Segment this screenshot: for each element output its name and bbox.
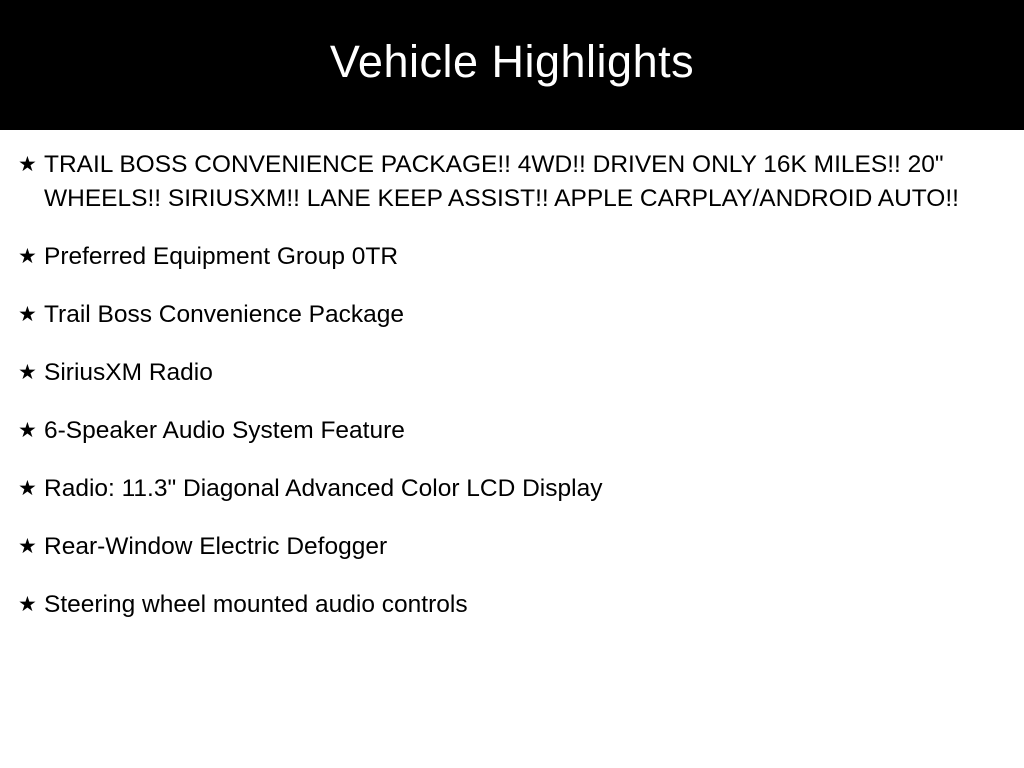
list-item-text: 6-Speaker Audio System Feature	[44, 417, 405, 444]
page-header	[0, 0, 1024, 130]
list-item-text: TRAIL BOSS CONVENIENCE PACKAGE!! 4WD!! DRIVEN ONLY 16K MILES!! 20" WHEELS!! SIRIUSXM!! LANE KEEP ASSIST!! APPLE CARPLAY/ANDROID AUTO!!	[44, 151, 959, 212]
list-item-text: Rear-Window Electric Defogger	[44, 533, 388, 560]
list-item-text: SiriusXM Radio	[44, 359, 213, 386]
list-item-text: Radio: 11.3" Diagonal Advanced Color LCD Display	[44, 475, 603, 502]
star-icon: ★	[18, 535, 37, 558]
list-item	[14, 530, 996, 564]
list-item	[14, 148, 996, 216]
star-icon: ★	[18, 303, 37, 326]
list-item	[14, 356, 996, 390]
list-item	[14, 240, 996, 274]
star-icon: ★	[18, 361, 37, 384]
star-icon: ★	[18, 419, 37, 442]
star-icon: ★	[18, 245, 37, 268]
list-item	[14, 588, 996, 622]
highlights-list	[0, 130, 1024, 622]
list-item-text: Steering wheel mounted audio controls	[44, 591, 468, 618]
page-title: Vehicle Highlights	[329, 36, 695, 88]
list-item	[14, 472, 996, 506]
list-item-text: Preferred Equipment Group 0TR	[44, 243, 399, 270]
list-item-text: Trail Boss Convenience Package	[44, 301, 404, 328]
star-icon: ★	[18, 593, 37, 616]
star-icon: ★	[18, 477, 37, 500]
list-item	[14, 298, 996, 332]
list-item	[14, 414, 996, 448]
star-icon: ★	[18, 153, 37, 176]
